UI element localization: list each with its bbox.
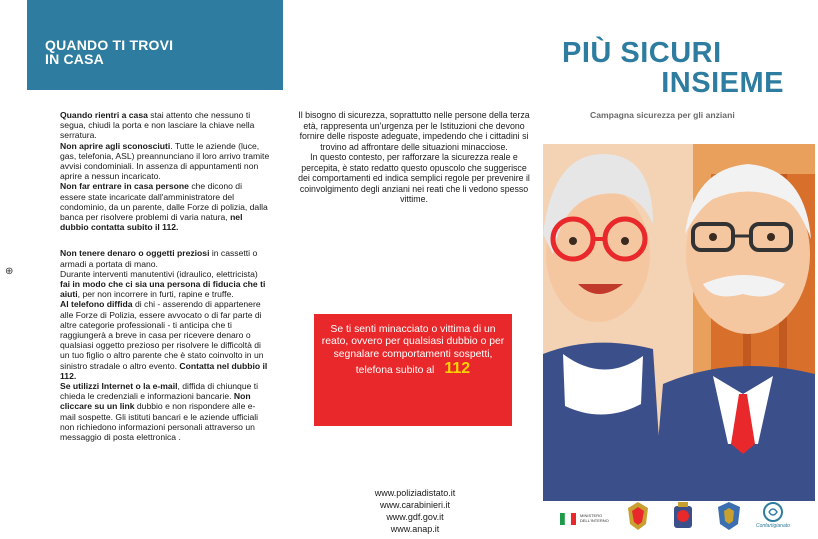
advice-bold: Non tenere denaro o oggetti preziosi: [60, 248, 210, 259]
advice-text: di chi - asserendo di appartenere alle Forze di Polizia, essere avvocato o di far parte di altre categorie professionali - ti anticipa che ti raggiungerà a breve in casa per ricevere denaro o qualsiasi oggetto prezioso per risolvere le difficoltà di un tuo figlio o altro parente che è stato coinvolto in un sinistro stradale o altro evento.: [60, 299, 264, 371]
emergency-number: 112: [444, 360, 471, 378]
confartigianato-text: Confartigianato: [756, 523, 790, 529]
intro-paragraph: Il bisogno di sicurezza, soprattutto nelle persone della terza età, rappresenta un'urgenza per le Istituzioni che devono fornire delle risposte adeguate, impedendo che i cittadini si trovino ad affrontare delle situazioni minacciose.: [298, 110, 530, 152]
intro-text: [298, 110, 530, 205]
campaign-subtitle: Campagna sicurezza per gli anziani: [590, 110, 735, 120]
carabinieri-logo: [672, 502, 694, 535]
advice-bold: Quando rientri a casa: [60, 110, 148, 120]
advice-bold: Contatta nel dubbio il 112.: [60, 360, 268, 381]
finanza-crest-icon: [718, 502, 740, 530]
advice-text: , diffida di chiunque ti chieda le credenziali e informazioni bancarie.: [60, 381, 259, 402]
callout-text: Se ti senti minacciato o vittima di un reato, ovvero per qualsiasi dubbio o per segnalare comportamenti sospetti,: [321, 324, 505, 360]
website-link[interactable]: www.carabinieri.it: [379, 500, 451, 510]
emergency-callout: [314, 314, 512, 426]
advice-bold: Non cliccare su un link: [60, 391, 251, 412]
elderly-couple-illustration: [543, 144, 815, 501]
elderly-couple-svg: [543, 144, 815, 501]
advice-paragraph-valuables: [60, 248, 270, 442]
advice-text: . Tutte le aziende (luce, gas, telefonia, ASL) preannunciano il loro arrivo tramite avvisi condominiali. In assenza di appuntamenti non aprire a nessun incaricato.: [60, 140, 270, 182]
advice-paragraph-home-entry: [60, 110, 270, 232]
section-header-line1: QUANDO TI TROVI: [45, 37, 174, 53]
police-crest-icon: [628, 502, 648, 530]
advice-text: Durante interventi manutentivi (idraulico, elettricista): [60, 268, 258, 279]
advice-bold: Al telefono diffida: [60, 299, 133, 310]
advice-text: dubbio e non rispondere alle e-mail sospette. Gli istituti bancari e le aziende ufficiali non richiedono informazioni personali attraverso un messaggio di posta elettronica .: [60, 401, 259, 443]
advice-bold: Se utilizzi Internet o la e-mail: [60, 381, 178, 392]
italian-flag-icon: [560, 513, 576, 525]
website-link[interactable]: www.gdf.gov.it: [386, 512, 444, 522]
website-link[interactable]: www.poliziadistato.it: [374, 488, 456, 498]
website-link[interactable]: www.anap.it: [390, 524, 440, 534]
section-header: [27, 0, 283, 90]
institutional-logos: [560, 500, 810, 534]
confartigianato-logo: [756, 502, 790, 529]
guardia-di-finanza-logo: [718, 502, 740, 535]
registration-mark-left: ⊕: [5, 266, 14, 277]
carabinieri-crest-icon: [672, 502, 694, 530]
advice-bold: Non aprire agli sconosciuti: [60, 140, 171, 151]
advice-text: , per non incorrere in furti, rapine e truffe.: [77, 289, 234, 300]
advice-text: che dicono di essere state incaricate dall'amministratore del condominio, da un parente, dalle Forze di polizia, dalla banca per risolvere problemi di varia natura,: [60, 181, 268, 223]
callout-tel-label: telefona subito al: [355, 365, 435, 377]
campaign-title-line1: PIÙ SICURI: [562, 37, 722, 69]
advice-bold: fai in modo che ci sia una persona di fiducia che ti aiuti: [60, 279, 266, 300]
confartigianato-icon: [762, 502, 784, 522]
ministero-interno-logo: [560, 512, 609, 530]
advice-bold: nel dubbio contatta subito il 112.: [60, 212, 243, 233]
ministero-interno-text: MINISTERO DELL'INTERNO: [580, 513, 609, 523]
advice-bold: Non far entrare in casa persone: [60, 181, 189, 192]
advice-text: stai attento che nessuno ti segua, chiudi la porta e non lasciare la chiave nella serratura.: [60, 110, 255, 141]
polizia-di-stato-logo: [628, 502, 648, 535]
campaign-title: [562, 38, 792, 98]
intro-paragraph-2: In questo contesto, per rafforzare la sicurezza reale e percepita, è stato redatto questo opuscolo che suggerisce dei comportamenti ed indica semplici regole per prevenire il coinvolgimento degli anziani nei reati che li vedono spesso vittime.: [298, 152, 530, 204]
section-header-line2: IN CASA: [45, 51, 104, 67]
websites-list: [340, 487, 490, 535]
campaign-title-line2: INSIEME: [661, 67, 784, 99]
advice-text: in cassetti o armadi a portata di mano.: [60, 248, 258, 269]
advice-column: [60, 110, 270, 442]
